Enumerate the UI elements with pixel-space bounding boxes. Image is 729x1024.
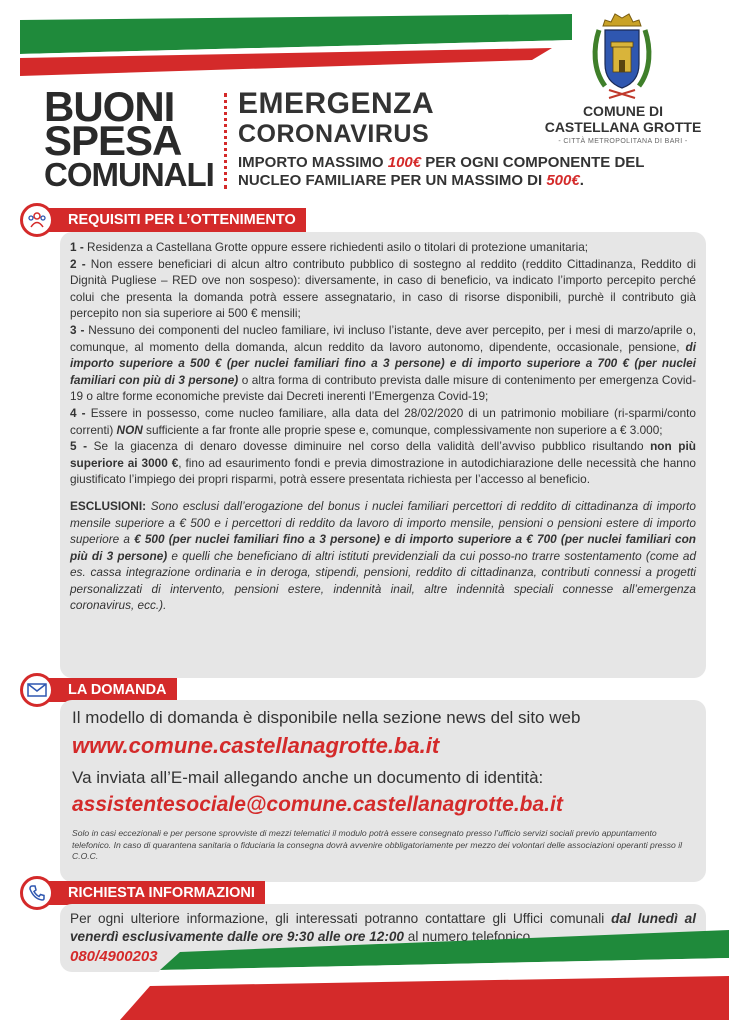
comune-subtitle: - CITTÀ METROPOLITANA DI BARI -: [558, 138, 688, 145]
comune-name: COMUNE DI CASTELLANA GROTTE: [544, 103, 702, 135]
importo-amount: 100€: [387, 154, 422, 171]
title-divider: [224, 93, 227, 189]
importo-massimo: IMPORTO MASSIMO 100€ PER OGNI COMPONENTE DEL NUCLEO FAMILIARE PER UN MASSIMO DI 500€.: [238, 154, 645, 189]
emergency-heading: EMERGENZA CORONAVIRUS: [238, 87, 435, 148]
requisito-5: 5 - Se la giacenza di denaro dovesse diminuire nel corso della validità dell’avviso pubblico risultando non più superiore ai 3000 €, fino ad esaurimento fondi e previa dimostrazione in autodichiarazione delle necessità che hanno giustificato l’impiego dei propri risparmi, potrà essere presentata richiesta per l’accesso al beneficio.: [70, 439, 696, 487]
section-title-info: RICHIESTA INFORMAZIONI: [48, 881, 265, 905]
envelope-icon: [20, 673, 54, 707]
requisiti-list: [70, 239, 696, 614]
section-title-requisiti: REQUISITI PER L’OTTENIMENTO: [48, 208, 306, 232]
domanda-website-intro: Il modello di domanda è disponibile nella sezione news del sito web: [72, 708, 581, 727]
phone-icon: [20, 876, 54, 910]
domanda-note: Solo in casi eccezionali e per persone sprovviste di mezzi telematici il modulo potrà essere consegnato presso l’ufficio servizi sociali previo appuntamento telefonico. In caso di quarantena sanitaria o fiduciaria la consegna dovrà avvenire obbligatoriamente per mezzo dei volontari delle associazioni operanti presso il C.O.C.: [72, 828, 683, 862]
website-link[interactable]: www.comune.castellanagrotte.ba.it: [72, 733, 440, 758]
people-icon: [20, 203, 54, 237]
requisito-2: 2 - Non essere beneficiari di alcun altro contributo pubblico di sostegno al reddito (reddito Cittadinanza, Reddito di Dignità Pugliese – RED ove non sospeso): diversamente, in caso di beneficio, va indicato l’importo percepito perché colui che presenta la domanda potrà essere assegnatario, in caso di risorse disponibili, purchè il contributo già percepito non sia superiore ai 500 € mensili;: [70, 256, 696, 321]
phone-number[interactable]: 080/4900203: [70, 948, 158, 965]
email-link[interactable]: assistentesociale@comune.castellanagrotte.ba.it: [72, 793, 563, 816]
flag-ribbon-bottom: [120, 930, 729, 1020]
info-text: Per ogni ulteriore informazione, gli interessati potranno contattare gli Uffici comunali dal lunedì al venerdì esclusivamente dalle ore 9:30 alle ore 12:00 al numero telefonico: [70, 911, 696, 944]
requisito-1: 1 - Residenza a Castellana Grotte oppure essere richiedenti asilo o titolari di protezione umanitaria;: [70, 240, 589, 254]
esclusioni: ESCLUSIONI: Sono esclusi dall’erogazione del bonus i nuclei familiari percettori di reddito di cittadinanza di importo mensile superiore a € 500 e i percettori di reddito da lavoro di importo mensile, pensioni o pensioni estere di importo superiore a € 500 (per nuclei familiari fino a 3 persone) e di importo superiore a € 700 (per nuclei familiari con più di 3 persone) e quelli che beneficiano di altri istituti previdenziali da cui posso-no trarre sostentamento (come ad es. cassa integrazione ordinaria e in deroga, stipendi, pensioni, reddito di cittadinanza, contributi connessi a progetti personalizzati di intervento, pensioni estere, indennità inail, altre indennità speciali connesse all’emergenza coronavirus, ecc.).: [70, 498, 697, 613]
domanda-panel: [60, 700, 706, 882]
requisito-3: 3 - Nessuno dei componenti del nucleo familiare, ivi incluso l’istante, deve aver percepito, per i mesi di marzo/aprile o, comunque, al momento della domanda, alcun reddito da lavoro autonomo, dipendente, occasionale, pensione, di importo superiore a 500 € (per nuclei familiari fino a 3 persone) e di importo superiore a 700 € (per nuclei familiari con più di 3 persone) o altra forma di contributo prevista dalle misure di contenimento per emergenza Covid-19 o altre forme economiche previste dai Decreti inerenti l’Emergenza Covid-19;: [70, 322, 697, 404]
requisiti-panel: [60, 232, 706, 678]
page-title: BUONI SPESA COMUNALI: [44, 83, 214, 193]
requisito-4: 4 - Essere in possesso, come nucleo familiare, alla data del 28/02/2020 di un patrimonio mobiliare (ri-sparmi/conto correnti) NON sufficiente a far fronte alle proprie spese e, comunque, complessivamente non superiore a € 3.000;: [70, 405, 696, 437]
flag-ribbon-top: [12, 14, 572, 82]
importo-max: 500€: [546, 172, 580, 189]
section-title-domanda: LA DOMANDA: [48, 678, 177, 702]
coat-of-arms-icon: [585, 8, 659, 104]
domanda-email-intro: Va inviata all’E-mail allegando anche un documento di identità:: [72, 768, 544, 787]
